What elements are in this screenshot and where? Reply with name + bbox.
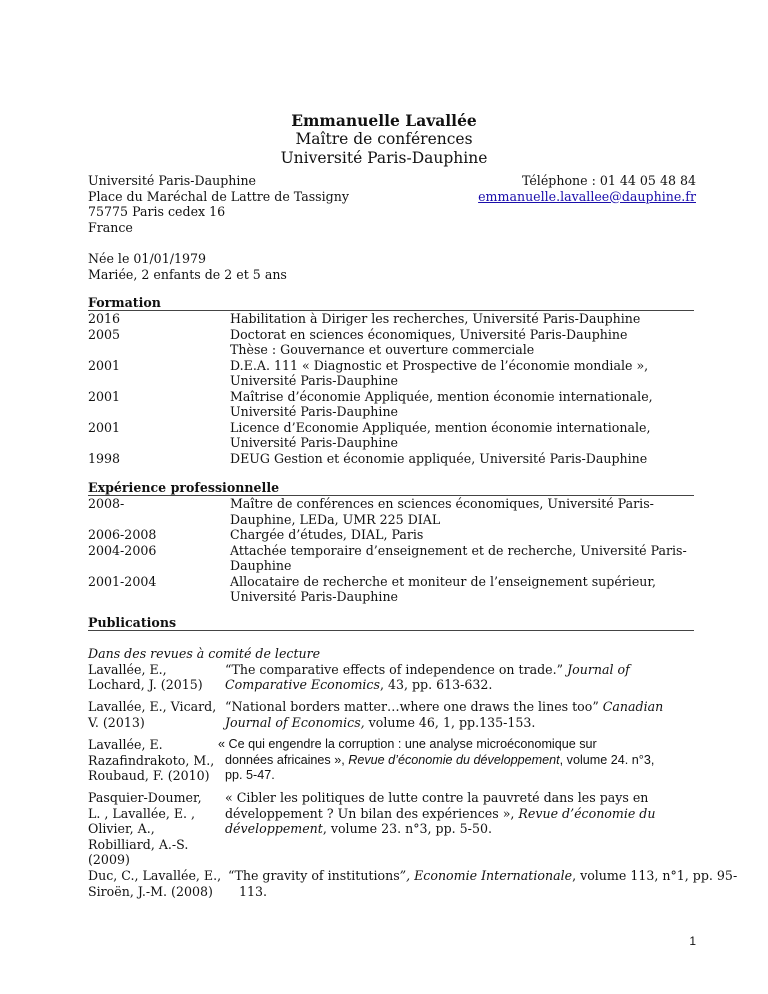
pub-details: , volume 113, n°1, pp. 95- <box>572 868 738 883</box>
pub-details: , 43, pp. 613-632. <box>379 677 493 693</box>
pub-title: données africaines », <box>225 752 349 767</box>
entry-line: Université Paris-Dauphine <box>230 589 399 605</box>
entry-text <box>230 496 654 527</box>
pub-reference <box>218 737 654 784</box>
author-line: Razafindrakoto, M., <box>88 752 215 768</box>
pub-reference <box>228 868 738 899</box>
entry-text <box>230 574 656 605</box>
section-title-formation: Formation <box>88 295 161 310</box>
author-line: Lavallée, E., Vicard, <box>88 699 217 714</box>
email-link[interactable]: emmanuelle.lavallee@dauphine.fr <box>478 188 696 204</box>
cv-name: Emmanuelle Lavallée <box>291 111 477 130</box>
pub-journal: Journal of <box>567 661 630 677</box>
entry-line: Allocataire de recherche et moniteur de l’enseignement supérieur, <box>230 573 657 589</box>
author-line: L. , Lavallée, E. , <box>88 805 196 821</box>
pub-details: pp. 5-47. <box>225 768 275 783</box>
phone-number: Téléphone : 01 44 05 48 84 <box>521 173 696 188</box>
pub-journal: Journal of Economics, <box>225 714 365 730</box>
page-number: 1 <box>689 934 696 948</box>
address-line: 75775 Paris cedex 16 <box>88 204 226 220</box>
entry-line: Doctorat en sciences économiques, Université Paris-Dauphine <box>230 326 628 342</box>
entry-line: Dauphine <box>230 558 292 574</box>
pub-reference <box>225 662 630 693</box>
pub-title: “The comparative effects of independence on trade.” <box>225 661 568 677</box>
pub-journal: Comparative Economics <box>225 677 380 693</box>
pub-reference <box>225 699 663 730</box>
entry-line: Dauphine, LEDa, UMR 225 DIAL <box>230 511 441 527</box>
year: 2001 <box>88 357 121 373</box>
author-line: Duc, C., Lavallée, E., <box>88 868 222 883</box>
pub-details: , volume 24. n°3, <box>559 752 655 767</box>
pub-authors <box>88 699 216 730</box>
year: 2004-2006 <box>88 542 157 558</box>
entry-text <box>230 527 423 543</box>
pub-journal: Revue d’économie du <box>518 805 656 821</box>
entry-line: Chargée d’études, DIAL, Paris <box>230 527 424 542</box>
entry-text <box>230 389 653 420</box>
entry-line: D.E.A. 111 « Diagnostic et Prospective de l’économie mondiale », <box>230 357 649 373</box>
year: 2001-2004 <box>88 573 157 589</box>
pub-journal: Revue d’économie du développement <box>348 752 560 767</box>
author-line: Lavallée, E., <box>88 661 167 677</box>
publications-subtitle: Dans des revues à comité de lecture <box>88 646 321 661</box>
entry-text <box>230 327 627 358</box>
pub-authors <box>88 790 202 868</box>
author-line: Lavallée, E. <box>88 737 163 752</box>
section-title-publications: Publications <box>88 615 177 630</box>
year: 2016 <box>88 311 121 326</box>
contact-block <box>400 173 696 204</box>
author-line: Pasquier-Doumer, <box>88 790 202 805</box>
pub-title: « Cibler les politiques de lutte contre la pauvreté dans les pays en <box>225 790 649 805</box>
pub-title: « Ce qui engendre la corruption : une analyse microéconomique sur <box>218 737 597 751</box>
address-line: Place du Maréchal de Lattre de Tassigny <box>88 188 349 204</box>
pub-details: 113. <box>239 883 268 899</box>
birth-date: Née le 01/01/1979 <box>88 251 206 266</box>
pub-authors <box>88 868 221 899</box>
entry-line: Thèse : Gouvernance et ouverture commerciale <box>230 342 535 358</box>
year: 2008- <box>88 496 125 511</box>
author-line: Olivier, A., <box>88 821 155 837</box>
family-status: Mariée, 2 enfants de 2 et 5 ans <box>88 266 287 282</box>
entry-line: DEUG Gestion et économie appliquée, Université Paris-Dauphine <box>230 450 648 466</box>
year: 1998 <box>88 450 121 466</box>
entry-line: Attachée temporaire d’enseignement et de recherche, Université Paris- <box>230 542 687 558</box>
entry-text <box>230 451 647 467</box>
pub-journal: développement <box>225 821 323 837</box>
author-line: Roubaud, F. (2010) <box>88 768 210 784</box>
entry-line: Université Paris-Dauphine <box>230 435 399 451</box>
pub-authors <box>88 662 203 693</box>
entry-line: Université Paris-Dauphine <box>230 373 399 389</box>
address-block <box>88 173 349 235</box>
pub-title: “The gravity of institutions <box>228 868 400 883</box>
author-line: (2009) <box>88 852 130 868</box>
pub-title: “National borders matter…where one draws the lines too” <box>225 699 603 714</box>
author-line: V. (2013) <box>88 714 145 730</box>
entry-line: Université Paris-Dauphine <box>230 404 399 420</box>
section-title-experience: Expérience professionnelle <box>88 480 280 495</box>
cv-title: Maître de conférences <box>295 130 473 148</box>
author-line: Robilliard, A.-S. <box>88 836 189 852</box>
pub-authors <box>88 737 214 784</box>
author-line: Siroën, J.-M. (2008) <box>88 883 213 899</box>
entry-text <box>230 358 648 389</box>
pub-title: développement ? Un bilan des expériences », <box>225 805 519 821</box>
entry-text <box>230 420 650 451</box>
entry-line: Licence d’Economie Appliquée, mention économie internationale, <box>230 419 651 435</box>
pub-details: volume 46, 1, pp.135-153. <box>364 714 536 730</box>
year: 2001 <box>88 419 121 435</box>
address-line: France <box>88 219 133 235</box>
address-line: Université Paris-Dauphine <box>88 173 257 188</box>
year: 2005 <box>88 326 121 342</box>
cv-institution: Université Paris-Dauphine <box>280 149 488 167</box>
personal-block <box>88 251 287 282</box>
pub-reference <box>225 790 655 837</box>
entry-line: Maître de conférences en sciences économiques, Université Paris- <box>230 496 654 511</box>
year: 2001 <box>88 388 121 404</box>
author-line: Lochard, J. (2015) <box>88 677 203 693</box>
section-divider <box>88 630 694 631</box>
entry-line: Maîtrise d’économie Appliquée, mention économie internationale, <box>230 388 653 404</box>
pub-journal: Canadian <box>602 699 664 714</box>
year: 2006-2008 <box>88 527 157 542</box>
entry-line: Habilitation à Diriger les recherches, Université Paris-Dauphine <box>230 311 641 326</box>
entry-text <box>230 543 687 574</box>
entry-text <box>230 311 640 327</box>
pub-details: , volume 23. n°3, pp. 5-50. <box>322 821 492 837</box>
pub-journal: ”, Economie Internationale <box>399 868 573 883</box>
